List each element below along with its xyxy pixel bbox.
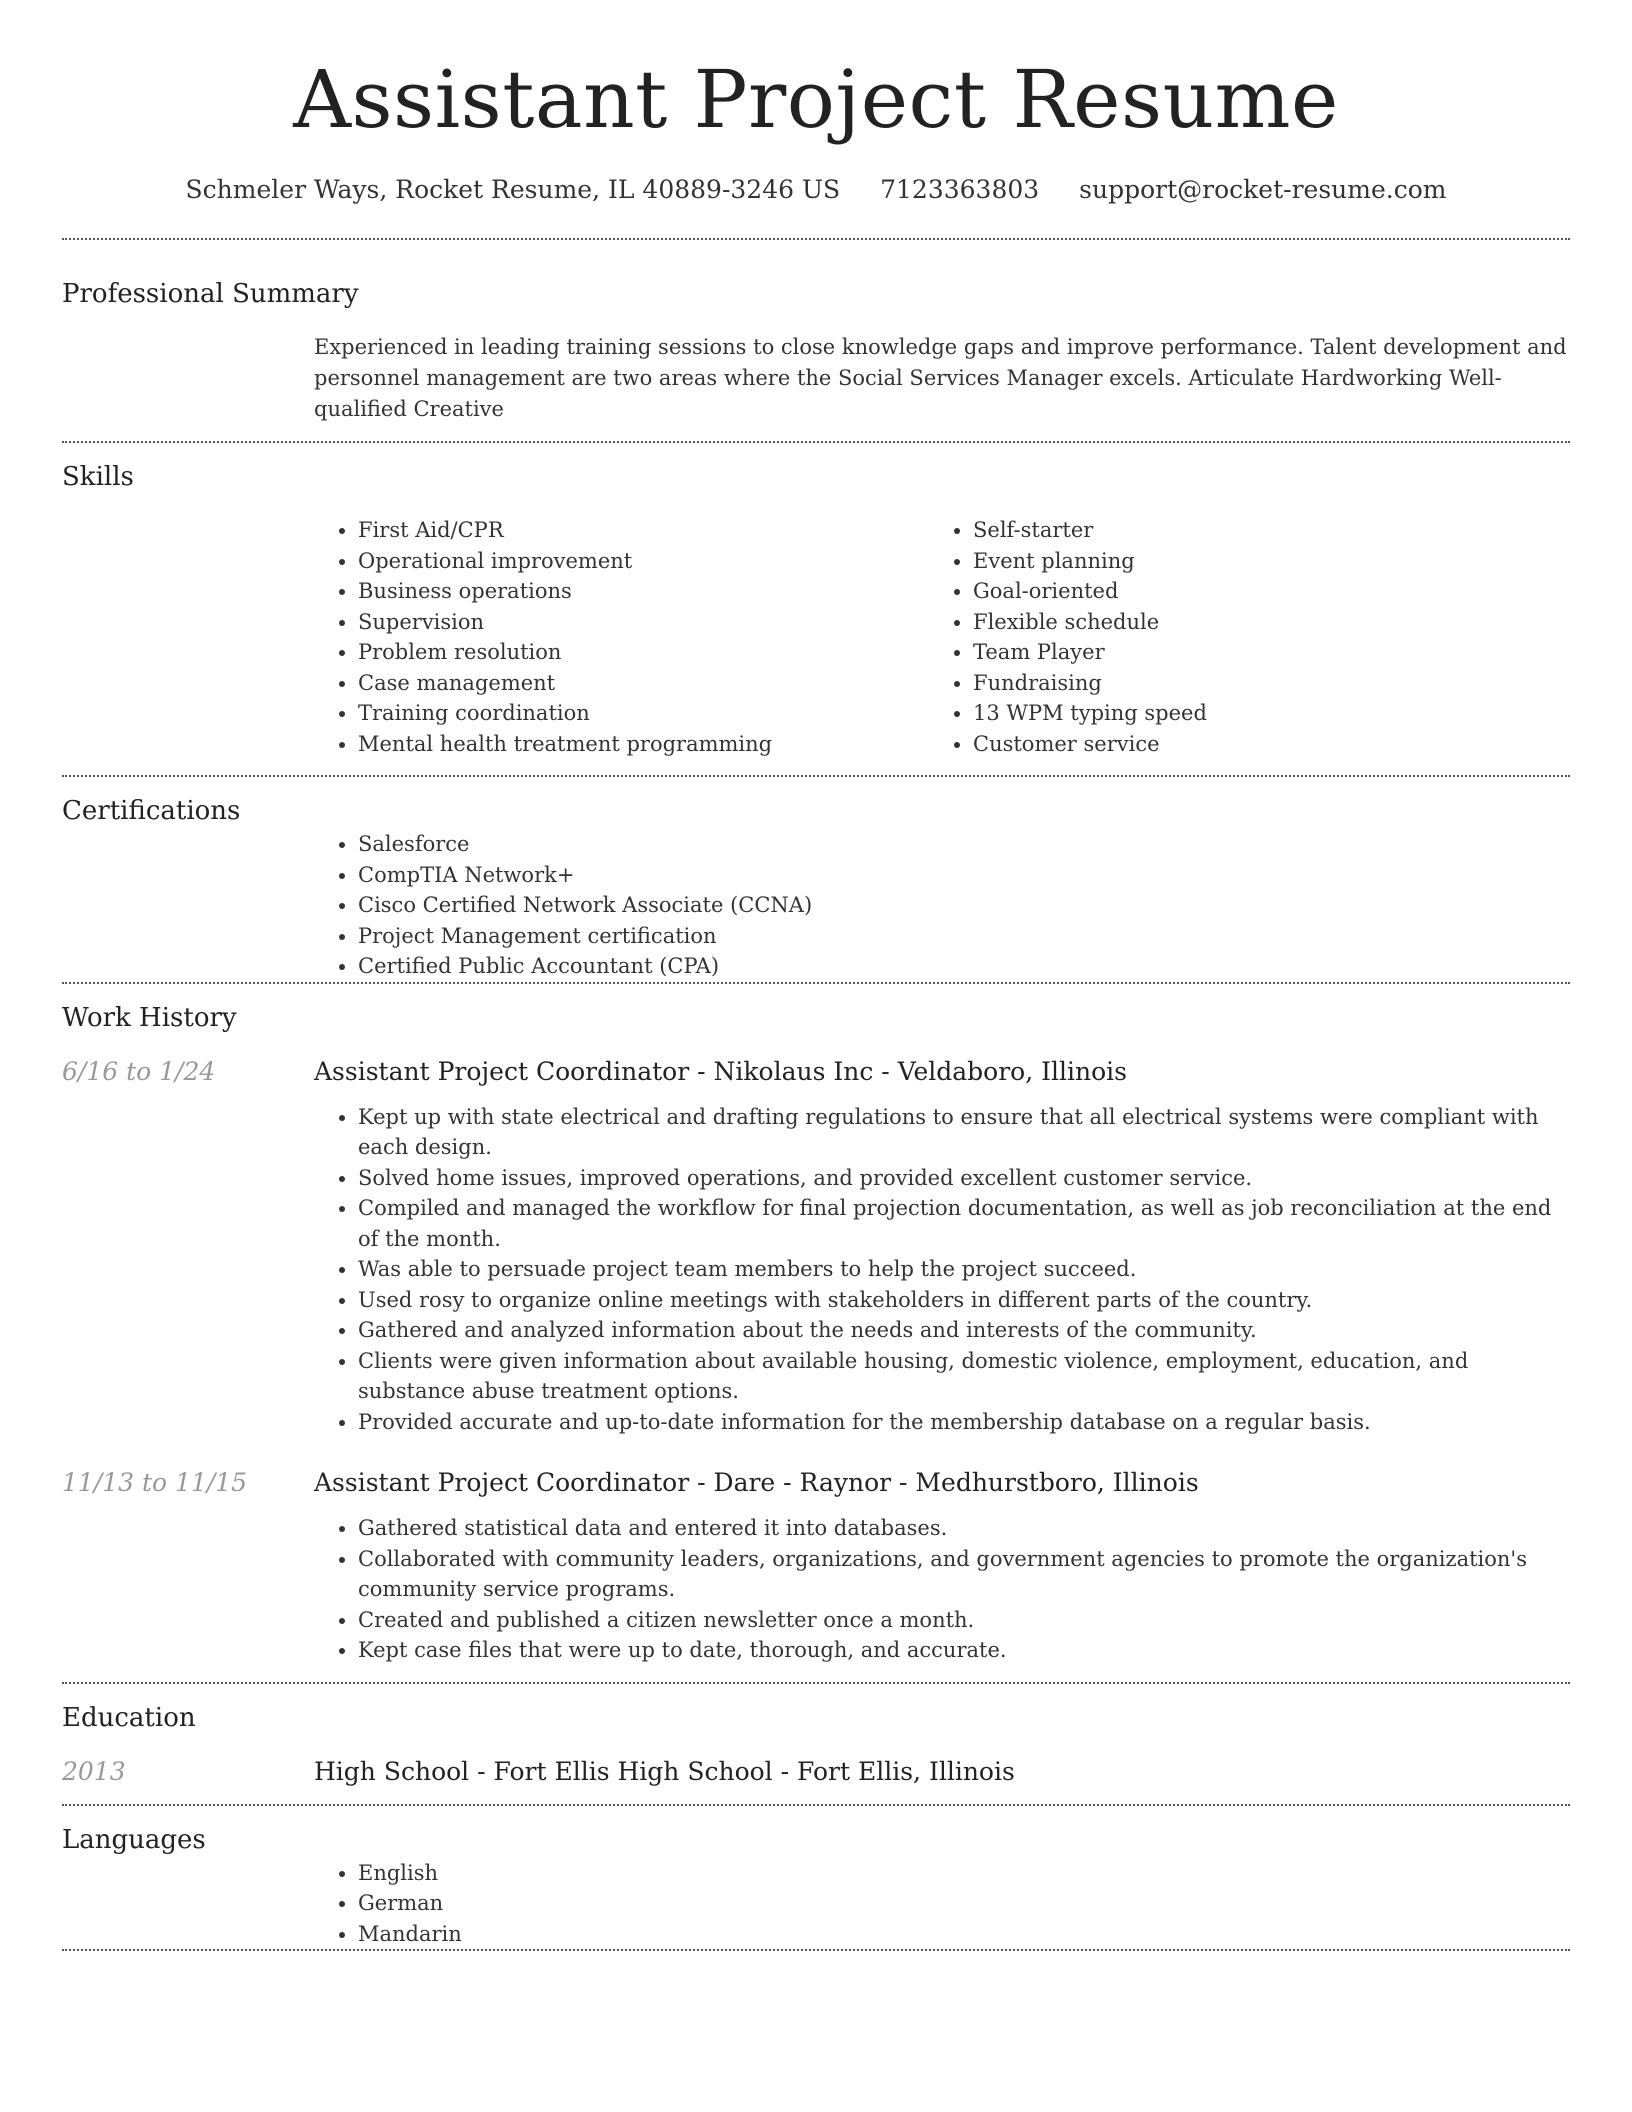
- skills-list-right: [929, 515, 1544, 759]
- skill-item: • First Aid/CPR: [358, 515, 929, 546]
- skill-item: • Mental health treatment programming: [358, 729, 929, 760]
- education-year: 2013: [62, 1756, 126, 1786]
- job-bullet: • Was able to persuade project team members to help the project succeed.: [358, 1254, 1570, 1285]
- skills-body: [314, 515, 1570, 759]
- summary-section: [62, 240, 1570, 425]
- skill-item: • Case management: [358, 668, 929, 699]
- job-bullet: • Kept case files that were up to date, thorough, and accurate.: [358, 1635, 1570, 1666]
- certifications-body: [314, 829, 1570, 982]
- summary-heading: Professional Summary: [62, 279, 359, 309]
- skills-column-right: [929, 515, 1544, 759]
- education-section: [62, 1684, 1570, 1790]
- job-bullet-list: [314, 1513, 1570, 1666]
- job-bullet: • Used rosy to organize online meetings with stakeholders in different parts of the country.: [358, 1285, 1570, 1316]
- education-heading: Education: [62, 1702, 196, 1733]
- skill-item: • Operational improvement: [358, 546, 929, 577]
- job-bullet: • Provided accurate and up-to-date information for the membership database on a regular basis.: [358, 1407, 1570, 1438]
- skills-grid: [314, 515, 1570, 759]
- job-dates: 11/13 to 11/15: [62, 1468, 248, 1497]
- work-history-section: [62, 984, 1570, 1682]
- skill-item: • Event planning: [973, 546, 1544, 577]
- job-bullet: • Created and published a citizen newsletter once a month.: [358, 1605, 1570, 1636]
- skill-item: • Goal-oriented: [973, 576, 1544, 607]
- skill-item: • Flexible schedule: [973, 607, 1544, 638]
- job-bullet: • Collaborated with community leaders, organizations, and government agencies to promote the organization's community service programs.: [358, 1544, 1570, 1605]
- language-item: • German: [358, 1888, 1570, 1919]
- certification-item: • Certified Public Accountant (CPA): [358, 951, 1570, 982]
- education-heading-line: High School - Fort Ellis High School - Fort Ellis, Illinois: [314, 1756, 1015, 1786]
- languages-body: [314, 1858, 1570, 1950]
- certifications-heading: Certifications: [62, 796, 241, 826]
- job-details: [314, 1465, 1570, 1666]
- skills-section: [62, 443, 1570, 759]
- work-history-heading: Work History: [62, 1002, 237, 1033]
- section-divider: [62, 1949, 1570, 1951]
- certification-item: • CompTIA Network+: [358, 860, 1570, 891]
- education-entry: [62, 1754, 1570, 1790]
- contact-line: [62, 172, 1570, 208]
- languages-heading: Languages: [62, 1824, 206, 1855]
- summary-text: Experienced in leading training sessions to close knowledge gaps and improve performance. Talent development and personnel management are two areas where the Social Services Manager excels. Articulate Hardworking Well-qualified Creative: [314, 335, 1567, 421]
- resume-title: Assistant Project Resume: [293, 53, 1339, 146]
- contact-address: Schmeler Ways, Rocket Resume, IL 40889-3246 US: [185, 175, 841, 204]
- skills-column-left: [314, 515, 929, 759]
- skills-heading: Skills: [62, 462, 134, 492]
- skill-item: • Business operations: [358, 576, 929, 607]
- job-details: [314, 1054, 1570, 1438]
- language-item: • Mandarin: [358, 1919, 1570, 1950]
- skill-item: • 13 WPM typing speed: [973, 698, 1544, 729]
- skill-item: • Fundraising: [973, 668, 1544, 699]
- job-bullet-list: [314, 1102, 1570, 1438]
- job-dates: 6/16 to 1/24: [62, 1056, 216, 1086]
- certifications-section: [62, 777, 1570, 982]
- skill-item: • Team Player: [973, 637, 1544, 668]
- education-details: [314, 1754, 1570, 1790]
- certification-item: • Cisco Certified Network Associate (CCNA): [358, 890, 1570, 921]
- job-entry: [62, 1054, 1570, 1438]
- skills-list-left: [314, 515, 929, 759]
- language-item: • English: [358, 1858, 1570, 1889]
- skill-item: • Customer service: [973, 729, 1544, 760]
- skill-item: • Supervision: [358, 607, 929, 638]
- contact-email: support@rocket-resume.com: [1079, 175, 1447, 204]
- job-bullet: • Gathered statistical data and entered it into databases.: [358, 1513, 1570, 1544]
- summary-body: [314, 332, 1570, 425]
- certification-item: • Salesforce: [358, 829, 1570, 860]
- skill-item: • Training coordination: [358, 698, 929, 729]
- certifications-list: [314, 829, 1570, 982]
- languages-section: [62, 1806, 1570, 1950]
- job-entry: [62, 1465, 1570, 1666]
- job-bullet: • Clients were given information about available housing, domestic violence, employment, education, and substance abuse treatment options.: [358, 1346, 1570, 1407]
- job-bullet: • Solved home issues, improved operations, and provided excellent customer service.: [358, 1163, 1570, 1194]
- job-heading: Assistant Project Coordinator - Dare - Raynor - Medhurstboro, Illinois: [314, 1468, 1199, 1497]
- languages-list: [314, 1858, 1570, 1950]
- job-bullet: • Compiled and managed the workflow for final projection documentation, as well as job reconciliation at the end of the month.: [358, 1193, 1570, 1254]
- job-bullet: • Gathered and analyzed information about the needs and interests of the community.: [358, 1315, 1570, 1346]
- job-heading: Assistant Project Coordinator - Nikolaus Inc - Veldaboro, Illinois: [314, 1056, 1127, 1086]
- skill-item: • Problem resolution: [358, 637, 929, 668]
- certification-item: • Project Management certification: [358, 921, 1570, 952]
- job-bullet: • Kept up with state electrical and drafting regulations to ensure that all electrical systems were compliant with each design.: [358, 1102, 1570, 1163]
- contact-phone: 7123363803: [880, 175, 1040, 204]
- skill-item: • Self-starter: [973, 515, 1544, 546]
- resume-header: [62, 0, 1570, 208]
